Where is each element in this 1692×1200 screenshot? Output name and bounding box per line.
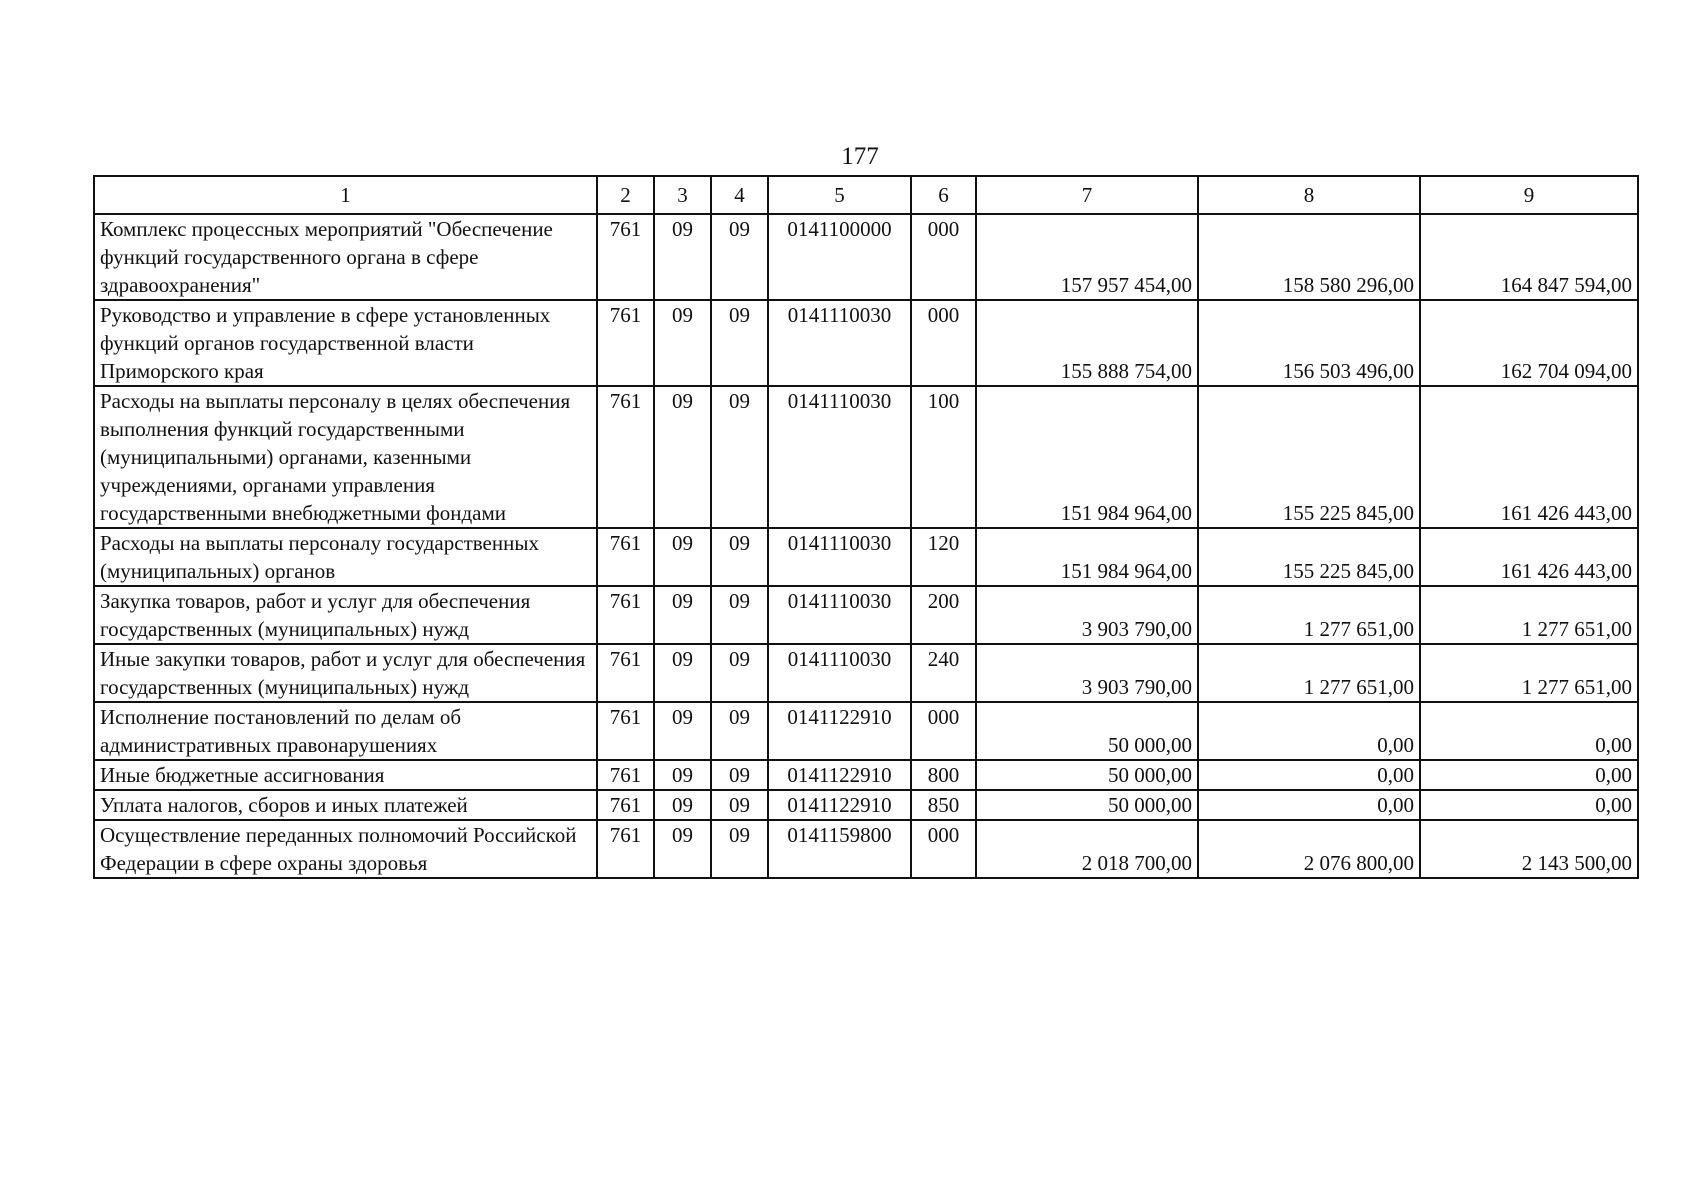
- amount-cell: 1 277 651,00: [1198, 644, 1420, 702]
- code-cell: 000: [911, 820, 976, 878]
- code-cell: 0141110030: [768, 386, 911, 528]
- column-header: 7: [976, 176, 1198, 214]
- column-header: 3: [654, 176, 711, 214]
- code-cell: 0141100000: [768, 214, 911, 300]
- code-cell: 761: [597, 214, 654, 300]
- header-row: [94, 176, 1638, 214]
- row-name: Уплата налогов, сборов и иных платежей: [94, 790, 597, 820]
- table-row: [94, 214, 1638, 300]
- amount-cell: 50 000,00: [976, 760, 1198, 790]
- code-cell: 200: [911, 586, 976, 644]
- amount-cell: 155 888 754,00: [976, 300, 1198, 386]
- code-cell: 0141122910: [768, 702, 911, 760]
- code-cell: 761: [597, 760, 654, 790]
- amount-cell: 0,00: [1420, 760, 1638, 790]
- code-cell: 09: [711, 760, 768, 790]
- code-cell: 0141110030: [768, 300, 911, 386]
- row-name: Комплекс процессных мероприятий "Обеспечение функций государственного органа в сфере здравоохранения": [94, 214, 597, 300]
- amount-cell: 155 225 845,00: [1198, 386, 1420, 528]
- code-cell: 09: [711, 820, 768, 878]
- amount-cell: 158 580 296,00: [1198, 214, 1420, 300]
- amount-cell: 1 277 651,00: [1198, 586, 1420, 644]
- code-cell: 09: [711, 702, 768, 760]
- code-cell: 09: [654, 644, 711, 702]
- code-cell: 0141110030: [768, 528, 911, 586]
- code-cell: 09: [711, 300, 768, 386]
- code-cell: 09: [711, 644, 768, 702]
- code-cell: 761: [597, 528, 654, 586]
- amount-cell: 0,00: [1420, 790, 1638, 820]
- code-cell: 09: [654, 300, 711, 386]
- row-name: Исполнение постановлений по делам об административных правонарушениях: [94, 702, 597, 760]
- amount-cell: 156 503 496,00: [1198, 300, 1420, 386]
- code-cell: 761: [597, 386, 654, 528]
- code-cell: 09: [711, 586, 768, 644]
- table-row: [94, 790, 1638, 820]
- row-name: Руководство и управление в сфере установленных функций органов государственной власти Приморского края: [94, 300, 597, 386]
- amount-cell: 50 000,00: [976, 702, 1198, 760]
- table-row: [94, 820, 1638, 878]
- amount-cell: 164 847 594,00: [1420, 214, 1638, 300]
- code-cell: 09: [654, 702, 711, 760]
- column-header: 5: [768, 176, 911, 214]
- amount-cell: 2 143 500,00: [1420, 820, 1638, 878]
- amount-cell: 161 426 443,00: [1420, 528, 1638, 586]
- amount-cell: 0,00: [1420, 702, 1638, 760]
- code-cell: 761: [597, 644, 654, 702]
- page-number: 177: [841, 143, 879, 170]
- code-cell: 09: [711, 790, 768, 820]
- table-row: [94, 586, 1638, 644]
- code-cell: 09: [654, 528, 711, 586]
- amount-cell: 157 957 454,00: [976, 214, 1198, 300]
- table-row: [94, 760, 1638, 790]
- code-cell: 761: [597, 820, 654, 878]
- code-cell: 09: [654, 586, 711, 644]
- amount-cell: 2 076 800,00: [1198, 820, 1420, 878]
- code-cell: 100: [911, 386, 976, 528]
- code-cell: 09: [654, 820, 711, 878]
- amount-cell: 1 277 651,00: [1420, 644, 1638, 702]
- table-row: [94, 386, 1638, 528]
- column-header: 8: [1198, 176, 1420, 214]
- code-cell: 09: [654, 760, 711, 790]
- amount-cell: 155 225 845,00: [1198, 528, 1420, 586]
- table-row: [94, 644, 1638, 702]
- amount-cell: 161 426 443,00: [1420, 386, 1638, 528]
- code-cell: 09: [654, 790, 711, 820]
- code-cell: 761: [597, 702, 654, 760]
- amount-cell: 50 000,00: [976, 790, 1198, 820]
- row-name: Закупка товаров, работ и услуг для обеспечения государственных (муниципальных) нужд: [94, 586, 597, 644]
- column-header: 1: [94, 176, 597, 214]
- column-header: 6: [911, 176, 976, 214]
- row-name: Иные бюджетные ассигнования: [94, 760, 597, 790]
- code-cell: 800: [911, 760, 976, 790]
- code-cell: 0141110030: [768, 644, 911, 702]
- code-cell: 0141122910: [768, 760, 911, 790]
- code-cell: 761: [597, 586, 654, 644]
- code-cell: 000: [911, 300, 976, 386]
- code-cell: 000: [911, 702, 976, 760]
- table-row: [94, 528, 1638, 586]
- amount-cell: 0,00: [1198, 702, 1420, 760]
- row-name: Осуществление переданных полномочий Российской Федерации в сфере охраны здоровья: [94, 820, 597, 878]
- amount-cell: 151 984 964,00: [976, 528, 1198, 586]
- column-header: 9: [1420, 176, 1638, 214]
- amount-cell: 162 704 094,00: [1420, 300, 1638, 386]
- table-row: [94, 702, 1638, 760]
- amount-cell: 3 903 790,00: [976, 586, 1198, 644]
- amount-cell: 0,00: [1198, 760, 1420, 790]
- amount-cell: 151 984 964,00: [976, 386, 1198, 528]
- code-cell: 09: [711, 386, 768, 528]
- code-cell: 120: [911, 528, 976, 586]
- amount-cell: 3 903 790,00: [976, 644, 1198, 702]
- row-name: Расходы на выплаты персоналу в целях обеспечения выполнения функций государственными (муниципальными) органами, казенными учреждениями, органами управления государственными внебюджетными фондами: [94, 386, 597, 528]
- column-header: 2: [597, 176, 654, 214]
- budget-table: [93, 175, 1639, 879]
- code-cell: 0141110030: [768, 586, 911, 644]
- code-cell: 09: [654, 386, 711, 528]
- table-row: [94, 300, 1638, 386]
- code-cell: 850: [911, 790, 976, 820]
- amount-cell: 0,00: [1198, 790, 1420, 820]
- row-name: Расходы на выплаты персоналу государственных (муниципальных) органов: [94, 528, 597, 586]
- code-cell: 0141159800: [768, 820, 911, 878]
- code-cell: 09: [711, 528, 768, 586]
- code-cell: 09: [654, 214, 711, 300]
- row-name: Иные закупки товаров, работ и услуг для обеспечения государственных (муниципальных) нужд: [94, 644, 597, 702]
- column-header: 4: [711, 176, 768, 214]
- amount-cell: 2 018 700,00: [976, 820, 1198, 878]
- code-cell: 0141122910: [768, 790, 911, 820]
- code-cell: 000: [911, 214, 976, 300]
- amount-cell: 1 277 651,00: [1420, 586, 1638, 644]
- code-cell: 09: [711, 214, 768, 300]
- code-cell: 761: [597, 300, 654, 386]
- code-cell: 240: [911, 644, 976, 702]
- code-cell: 761: [597, 790, 654, 820]
